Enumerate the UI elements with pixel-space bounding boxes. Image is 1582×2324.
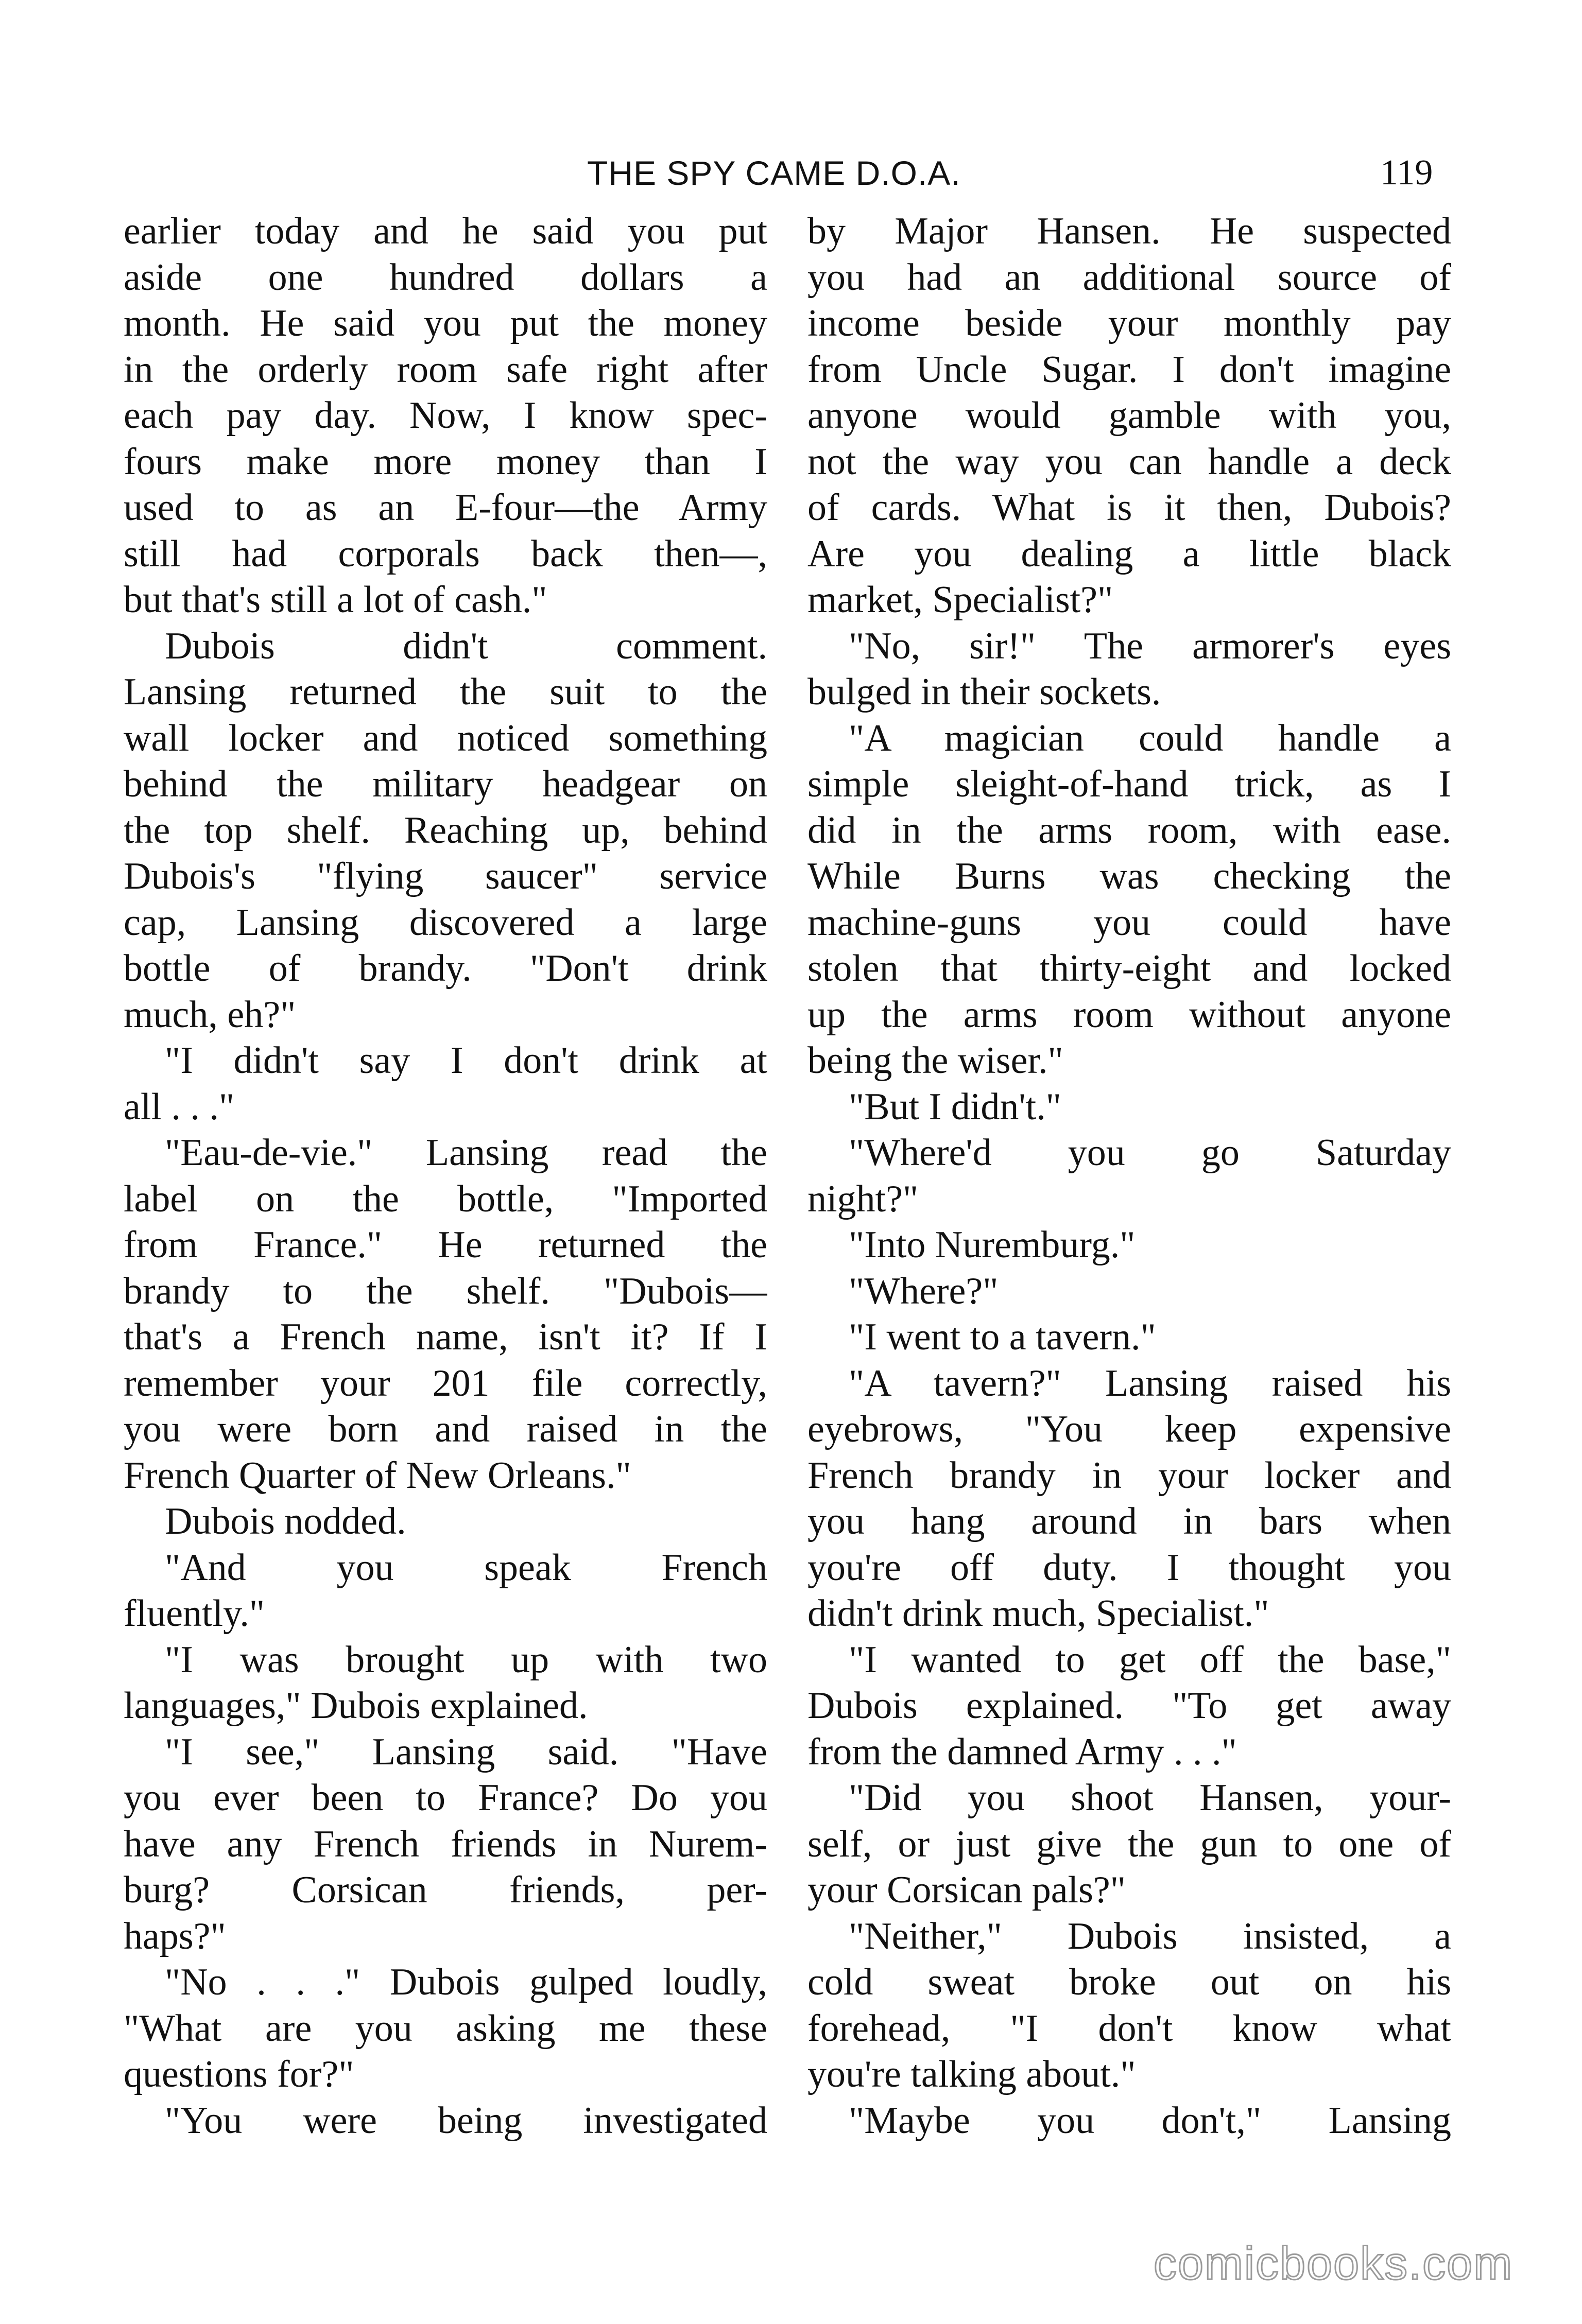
text-line: up the arms room without anyone	[807, 993, 1451, 1036]
text-line: questions for?"	[124, 2053, 354, 2095]
text-line: While Burns was checking the	[807, 855, 1451, 897]
text-line: "No . . ." Dubois gulped loudly,	[165, 1961, 767, 2003]
text-line: but that's still a lot of cash."	[124, 579, 547, 621]
text-line: you were born and raised in the	[124, 1408, 767, 1450]
text-line: Dubois explained. "To get away	[807, 1685, 1451, 1727]
text-line: "No, sir!" The armorer's eyes	[849, 625, 1451, 667]
text-line: eyebrows, "You keep expensive	[807, 1408, 1451, 1450]
text-line: languages," Dubois explained.	[124, 1685, 588, 1727]
text-line: market, Specialist?"	[807, 579, 1113, 621]
text-line: being the wiser."	[807, 1039, 1063, 1082]
text-line: French brandy in your locker and	[807, 1454, 1451, 1497]
text-line: you're talking about."	[807, 2053, 1136, 2095]
text-line: from Uncle Sugar. I don't imagine	[807, 348, 1451, 391]
running-title: THE SPY CAME D.O.A.	[587, 154, 961, 192]
text-line: brandy to the shelf. "Dubois—	[124, 1270, 767, 1312]
text-line: "I see," Lansing said. "Have	[165, 1730, 767, 1773]
text-line: income beside your monthly pay	[807, 302, 1451, 344]
text-line: "A tavern?" Lansing raised his	[849, 1362, 1451, 1404]
text-line: "Where'd you go Saturday	[849, 1132, 1451, 1174]
text-line: "Maybe you don't," Lansing	[849, 2099, 1451, 2142]
text-line: bulged in their sockets.	[807, 671, 1161, 713]
text-line: forehead, "I don't know what	[807, 2007, 1451, 2050]
text-line: "You were being investigated	[165, 2099, 767, 2142]
right-text-column	[807, 209, 1451, 2191]
text-line: that's a French name, isn't it? If I	[124, 1316, 767, 1358]
text-line: label on the bottle, "Imported	[124, 1177, 767, 1220]
text-line: you're off duty. I thought you	[807, 1546, 1451, 1589]
text-line: each pay day. Now, I know spec-	[124, 394, 767, 437]
text-line: night?"	[807, 1177, 919, 1220]
text-line: haps?"	[124, 1915, 226, 1957]
text-line: burg? Corsican friends, per-	[124, 1869, 767, 1911]
text-line: used to as an E-four—the Army	[124, 487, 767, 529]
text-line: the top shelf. Reaching up, behind	[124, 809, 767, 852]
text-line: "Into Nuremburg."	[849, 1224, 1136, 1266]
text-line: month. He said you put the money	[124, 302, 767, 344]
text-line: anyone would gamble with you,	[807, 394, 1451, 437]
text-line: didn't drink much, Specialist."	[807, 1592, 1269, 1635]
text-line: self, or just give the gun to one of	[807, 1823, 1451, 1865]
text-line: behind the military headgear on	[124, 763, 767, 805]
text-line: "And you speak French	[165, 1546, 767, 1589]
text-line: bottle of brandy. "Don't drink	[124, 947, 767, 990]
text-line: Dubois didn't comment.	[165, 625, 767, 667]
text-line: all . . ."	[124, 1085, 235, 1128]
text-line: of cards. What is it then, Dubois?	[807, 487, 1451, 529]
text-line: "A magician could handle a	[849, 717, 1451, 759]
text-line: did in the arms room, with ease.	[807, 809, 1451, 852]
text-line: "I didn't say I don't drink at	[165, 1039, 767, 1082]
text-line: earlier today and he said you put	[124, 210, 767, 252]
text-line: stolen that thirty-eight and locked	[807, 947, 1451, 990]
text-line: not the way you can handle a deck	[807, 440, 1451, 483]
text-line: remember your 201 file correctly,	[124, 1362, 767, 1404]
page-number: 119	[1380, 153, 1433, 193]
text-line: much, eh?"	[124, 993, 296, 1036]
left-text-column	[124, 209, 767, 2191]
text-line: Dubois nodded.	[165, 1500, 406, 1542]
text-line: you hang around in bars when	[807, 1500, 1451, 1542]
text-line: "Eau-de-vie." Lansing read the	[165, 1132, 767, 1174]
text-line: "Did you shoot Hansen, your-	[849, 1777, 1451, 1819]
text-line: simple sleight-of-hand trick, as I	[807, 763, 1451, 805]
text-line: you ever been to France? Do you	[124, 1777, 767, 1819]
text-line: in the orderly room safe right after	[124, 348, 767, 391]
text-line: from France." He returned the	[124, 1224, 767, 1266]
text-line: fours make more money than I	[124, 440, 767, 483]
text-line: by Major Hansen. He suspected	[807, 210, 1451, 252]
text-line: "Neither," Dubois insisted, a	[849, 1915, 1451, 1957]
text-line: machine-guns you could have	[807, 901, 1451, 944]
running-head	[0, 147, 1582, 199]
text-line: "Where?"	[849, 1270, 999, 1312]
text-line: "I wanted to get off the base,"	[849, 1638, 1451, 1681]
text-line: Dubois's "flying saucer" service	[124, 855, 767, 897]
text-line: your Corsican pals?"	[807, 1869, 1126, 1911]
text-line: have any French friends in Nurem-	[124, 1823, 767, 1865]
text-line: fluently."	[124, 1592, 265, 1635]
text-line: Lansing returned the suit to the	[124, 671, 767, 713]
text-line: still had corporals back then—,	[124, 532, 767, 575]
text-line: aside one hundred dollars a	[124, 256, 767, 299]
text-line: "What are you asking me these	[124, 2007, 767, 2050]
watermark: comicbooks.com	[1154, 2238, 1514, 2290]
text-line: you had an additional source of	[807, 256, 1451, 299]
text-line: cap, Lansing discovered a large	[124, 901, 767, 944]
text-line: "I was brought up with two	[165, 1638, 767, 1681]
text-line: "But I didn't."	[849, 1085, 1061, 1128]
text-line: "I went to a tavern."	[849, 1316, 1156, 1358]
text-line: wall locker and noticed something	[124, 717, 767, 759]
text-line: Are you dealing a little black	[807, 532, 1451, 575]
text-line: French Quarter of New Orleans."	[124, 1454, 631, 1497]
text-line: from the damned Army . . ."	[807, 1730, 1237, 1773]
text-line: cold sweat broke out on his	[807, 1961, 1451, 2003]
